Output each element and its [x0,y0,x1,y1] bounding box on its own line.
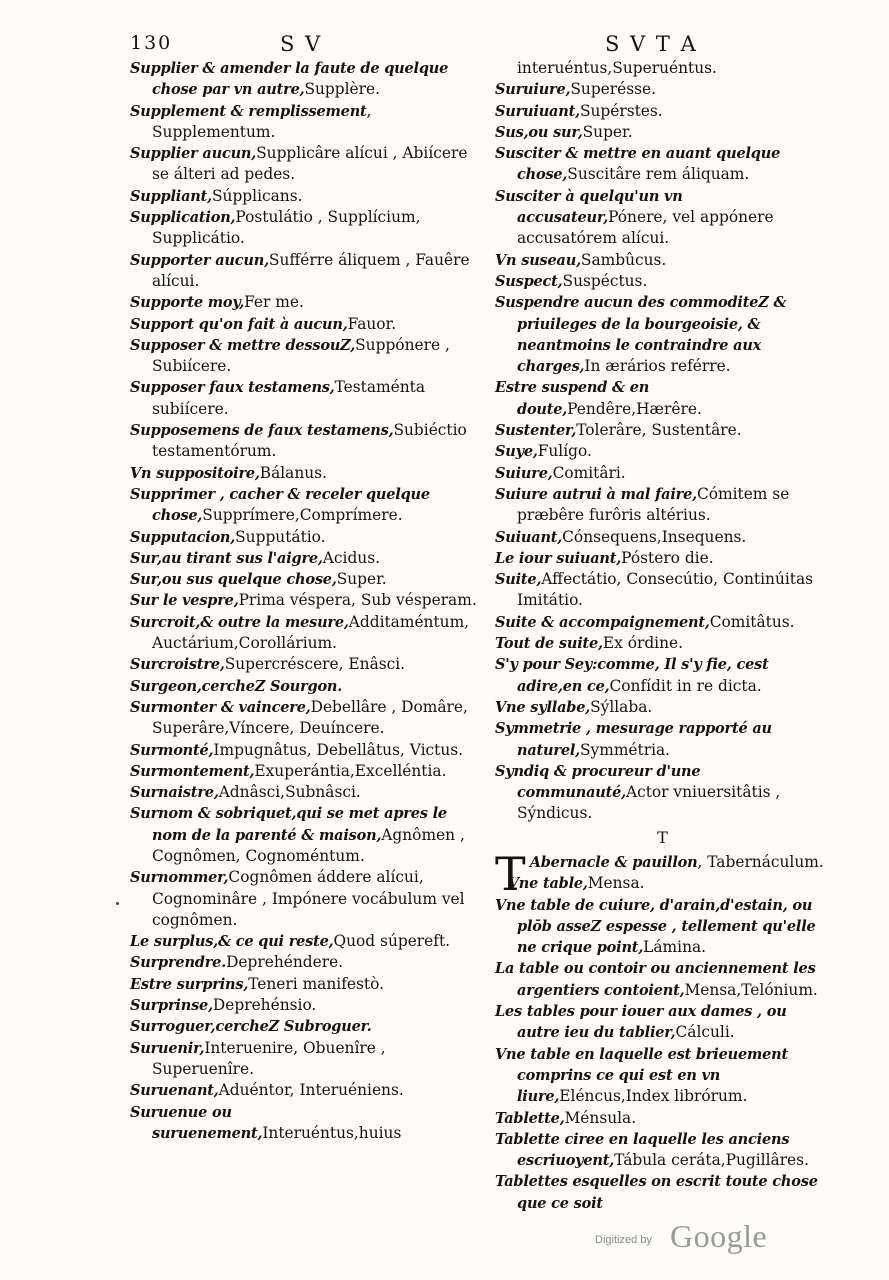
right-column [495,58,830,1214]
french-headword: Suspect, [495,272,563,290]
latin-translation: Suspéctus. [562,271,648,290]
right-running-head: S V T A [605,32,698,56]
dictionary-entry [130,569,480,590]
dictionary-entry [130,207,480,250]
latin-translation: Superésse. [570,80,657,99]
french-headword: Surcroit,& outre la mesure, [130,613,349,631]
dictionary-entry [130,186,480,207]
dictionary-entry [130,697,480,740]
french-headword: Suiure, [495,464,553,482]
french-headword: Surmonter & vaincere, [130,698,311,716]
digitized-by-label: Digitized by [595,1234,652,1246]
latin-translation: Fauor. [347,314,397,333]
dictionary-entry [130,676,480,697]
french-headword: Syndiq & procureur d'une communauté, [495,762,701,802]
dictionary-entry [130,761,480,782]
dictionary-entry [130,527,480,548]
latin-translation: Super. [336,570,387,589]
french-headword: Suiure autrui à mal faire, [495,485,697,503]
latin-translation: Ex órdine. [602,634,684,653]
dictionary-entry [495,420,830,441]
page-number: 130 [130,32,173,54]
dictionary-entry [130,314,480,335]
latin-translation: Mensa,Telónium. [684,980,818,999]
french-headword: Suppliant, [130,187,212,205]
dictionary-entry [130,1102,480,1145]
latin-translation: Comitâri. [552,463,626,482]
latin-translation: Tolerâre, Sustentâre. [576,421,742,440]
french-headword: Surcroistre, [130,656,225,674]
dictionary-entry [130,250,480,293]
latin-translation: Lámina. [643,938,707,957]
french-headword: Vne table de cuiure, d'arain,d'estain, ou plōb asseZ espesse , tellement qu'elle ne crique point, [495,896,816,957]
french-headword: Symmetrie , mesurage rapporté au naturel, [495,720,772,759]
french-headword: Suiuant, [495,528,563,546]
latin-translation: Fer me. [244,293,304,312]
french-headword: Suite & accompaignement, [495,613,710,631]
dictionary-entry [495,761,830,825]
drop-cap: T [495,846,526,901]
dictionary-entry [495,250,830,271]
google-logo: Google [670,1218,768,1254]
dictionary-entry [130,420,480,463]
latin-translation: Teneri manifestò. [248,974,384,993]
dictionary-entry [495,612,830,633]
latin-translation: Quod súpereft. [333,932,451,951]
dictionary-entry [495,633,830,654]
dictionary-entry [495,101,830,122]
dictionary-entry [130,58,480,101]
french-headword: S'y pour Sey:comme, Il s'y fie, cest adire,en ce, [495,656,769,695]
latin-translation: Mensa. [587,874,645,893]
latin-translation: Postulátio , Supplícium, Supplicátio. [152,208,421,248]
french-headword: Suye, [495,443,538,461]
french-headword: Suite, [495,571,542,589]
latin-translation: Comitâtus. [709,612,795,631]
french-headword: Suruiuant, [495,102,580,120]
left-running-head: S V [280,32,323,56]
french-headword: Tablettes esquelles on escrit toute chose que ce soit [495,1173,818,1212]
latin-translation: Supérstes. [579,101,663,120]
latin-translation: Súpplicans. [212,186,303,205]
dictionary-entry [130,484,480,527]
french-headword: Suruenir, [130,1039,205,1057]
french-headword: Estre surprins, [130,975,249,993]
french-headword: Vne syllabe, [495,698,591,716]
dictionary-entry [495,1129,830,1172]
latin-translation: Fulígo. [537,442,592,461]
dictionary-entry [495,292,830,377]
dictionary-entry [495,122,830,143]
latin-translation: Acidus. [322,548,380,567]
latin-translation: Deprehénsio. [212,996,317,1015]
latin-translation: Pónere, vel appónere accusatórem alícui. [517,208,774,248]
latin-translation: Aduéntor, Interuéniens. [218,1081,404,1100]
dictionary-entry [130,867,480,931]
french-headword: Supporter aucun, [130,251,269,269]
french-headword: Sur,au tirant sus l'aigre, [130,549,323,567]
dictionary-entry [130,1016,480,1037]
french-headword: Suspendre aucun des commoditeZ & priuileges de la bourgeoisie, & neantmoins le contraindre aux charges, [495,294,787,376]
french-headword: Supputacion, [130,528,236,546]
french-headword: Sus,ou sur, [495,123,583,141]
dictionary-entry [495,873,830,894]
dictionary-entry [495,654,830,697]
french-headword: Sustenter, [495,422,577,440]
latin-translation: Bálanus. [259,463,327,482]
french-headword: Vn suppositoire, [130,464,260,482]
digitization-watermark [595,1218,795,1258]
latin-translation: Exuperántia,Excelléntia. [254,761,447,780]
latin-translation: , Tabernáculum. [697,852,824,871]
french-headword: Surnommer, [130,869,229,887]
dictionary-entry [495,697,830,718]
dictionary-entry [130,995,480,1016]
latin-translation: Tábula ceráta,Pugillâres. [614,1151,809,1170]
latin-translation: Prima véspera, Sub vésperam. [238,591,477,610]
latin-translation: Interuéntus,huius [262,1123,402,1142]
latin-translation: Sýllaba. [590,697,653,716]
dictionary-entry [130,931,480,952]
dictionary-entry [495,441,830,462]
section-letter: T [657,827,668,847]
french-headword: Tablette, [495,1109,565,1127]
dictionary-entry [495,958,830,1001]
dictionary-entry [495,527,830,548]
dictionary-entry [130,377,480,420]
latin-translation: Supputátio. [235,527,326,546]
latin-translation: Sambûcus. [580,250,667,269]
french-headword: Le surplus,& ce qui reste, [130,933,334,951]
latin-translation: Actor vniuersitâtis , Sýndicus. [517,783,781,823]
french-headword: Susciter à quelqu'un vn accusateur, [495,187,683,227]
french-headword: Surnom & sobriquet,qui se met apres le nom de la parenté & maison, [130,805,447,844]
french-headword: Sur le vespre, [130,592,239,610]
latin-translation: Supprímere,Comprímere. [202,506,403,525]
french-headword: Tablette ciree en laquelle les anciens escriuoyent, [495,1130,790,1170]
dictionary-entry [495,271,830,292]
french-headword: Abernacle & pauillon [529,853,698,871]
french-headword: Suruenue ou suruenement, [130,1103,263,1142]
dictionary-entry [495,1108,830,1129]
dictionary-entry [130,740,480,761]
latin-translation: Interuenire, Obuenîre , Superuenîre. [152,1038,386,1078]
latin-translation: Cognômen áddere alícui, Cognominâre , Impónere vocábulum vel cognômen. [152,868,465,929]
french-headword: Estre suspend & en doute, [495,379,650,418]
french-headword: Supposemens de faux testamens, [130,422,394,440]
dictionary-entry [495,79,830,100]
dictionary-entry [495,377,830,420]
french-headword: Suruenant, [130,1082,219,1100]
latin-translation: Impugnâtus, Debellâtus, Victus. [213,740,464,759]
dictionary-entry [495,58,830,79]
latin-translation: Cómitem se præbêre furôris altérius. [517,484,790,525]
dictionary-entry [495,463,830,484]
dictionary-entry [130,292,480,313]
french-headword: Sur,ou sus quelque chose, [130,571,337,589]
latin-translation: Pendêre,Hærêre. [567,399,702,418]
french-headword: Les tables pour iouer aux dames , ou autre ieu du tablier, [495,1003,787,1042]
french-headword: Surmonté, [130,741,214,759]
latin-translation: Sufférre áliquem , Fauêre alícui. [152,250,470,290]
french-headword: Surmontement, [130,762,255,780]
dictionary-entry [495,186,830,250]
dictionary-entry [130,654,480,675]
french-headword: Surgeon,cercheZ Sourgon. [130,677,343,695]
latin-translation: Cálculi. [675,1023,735,1042]
french-headword: Le iour suiuant, [495,549,622,567]
latin-translation: Suppónere , Subiícere. [152,335,450,376]
dictionary-entry [130,952,480,973]
dictionary-entry [130,782,480,803]
dictionary-entry [130,101,480,144]
french-headword: Vn suseau, [495,251,581,269]
french-headword: Supporte moy, [130,294,245,312]
latin-translation: Confídit in re dicta. [609,676,762,695]
dictionary-entry [495,569,830,612]
latin-translation: , Supplementum. [152,101,372,141]
french-headword: Surprendre. [130,954,227,972]
french-headword: Suruiure, [495,81,571,99]
latin-translation: Deprehéndere. [226,953,344,972]
latin-translation: Agnômen , Cognômen, Cognoméntum. [152,825,465,865]
dictionary-entry [495,1171,830,1214]
french-headword: Supposer & mettre dessouZ, [130,336,356,354]
latin-translation: Póstero die. [621,548,714,567]
french-headword: Support qu'on fait à aucun, [130,315,348,333]
french-headword: Surnaistre, [130,784,219,802]
french-headword: Supposer faux testamens, [130,379,335,397]
dictionary-entry [495,143,830,186]
dictionary-entry [495,895,830,959]
dictionary-entry [130,335,480,378]
french-headword: La table ou contoir ou anciennement les argentiers contoient, [495,960,816,999]
latin-translation: Cónsequens,Insequens. [562,527,747,546]
latin-translation: Ménsula. [564,1108,637,1127]
dictionary-entry [130,1038,480,1081]
french-headword: Supplement & remplissement [130,102,367,120]
latin-translation: Affectátio, Consecútio, Continúitas Imitátio. [517,570,814,610]
french-headword: Surroguer,cercheZ Subroguer. [130,1018,372,1036]
latin-translation: interuéntus,Superuéntus. [517,59,717,77]
latin-translation: Testaménta subiícere. [152,378,426,418]
latin-translation: Subiéctio testamentórum. [152,421,467,461]
french-headword: Susciter & mettre en auant quelque chose, [495,145,781,184]
dictionary-entry [130,1080,480,1101]
french-headword: Supplication, [130,209,236,227]
french-headword: Vne table en laquelle est brieuement comprins ce qui est en vn liure, [495,1045,789,1106]
ink-speck [116,902,119,905]
right-column-entries [495,58,830,825]
latin-translation: In ærários reférre. [584,357,731,376]
french-headword: Supplier aucun, [130,145,257,163]
latin-translation: Suscitâre rem áliquam. [567,165,750,184]
latin-translation: Supercréscere, Enâsci. [224,655,406,674]
latin-translation: Super. [582,122,633,141]
dictionary-entry [495,484,830,527]
dictionary-entry [495,718,830,761]
latin-translation: Debellâre , Domâre, Superâre,Víncere, Deuíncere. [152,697,468,738]
french-headword: Surprinse, [130,997,213,1015]
dictionary-entry [130,590,480,611]
french-headword: Vne table, [507,875,588,893]
dictionary-entry [130,803,480,867]
dictionary-entry [130,548,480,569]
dictionary-entry [130,974,480,995]
t-section-entries [495,846,830,1214]
latin-translation: Adnâsci,Subnâsci. [218,783,361,802]
dictionary-entry [495,1044,830,1108]
dictionary-entry [130,612,480,655]
left-column [130,58,480,1144]
dictionary-entry [495,1001,830,1044]
latin-translation: Eléncus,Index librórum. [559,1087,748,1106]
latin-translation: Supplicâre alícui , Abiícere se álteri ad pedes. [152,144,468,184]
french-headword: Supplier & amender la faute de quelque chose par vn autre, [130,60,449,99]
dictionary-entry [130,143,480,186]
latin-translation: Additaméntum, Auctárium,Corollárium. [152,612,470,653]
dictionary-entry [495,548,830,569]
french-headword: Tout de suite, [495,635,603,653]
latin-translation: Supplère. [304,80,381,99]
french-headword: Supprimer , cacher & receler quelque chose, [130,485,430,525]
latin-translation: Symmétria. [580,740,671,759]
dictionary-entry [130,463,480,484]
